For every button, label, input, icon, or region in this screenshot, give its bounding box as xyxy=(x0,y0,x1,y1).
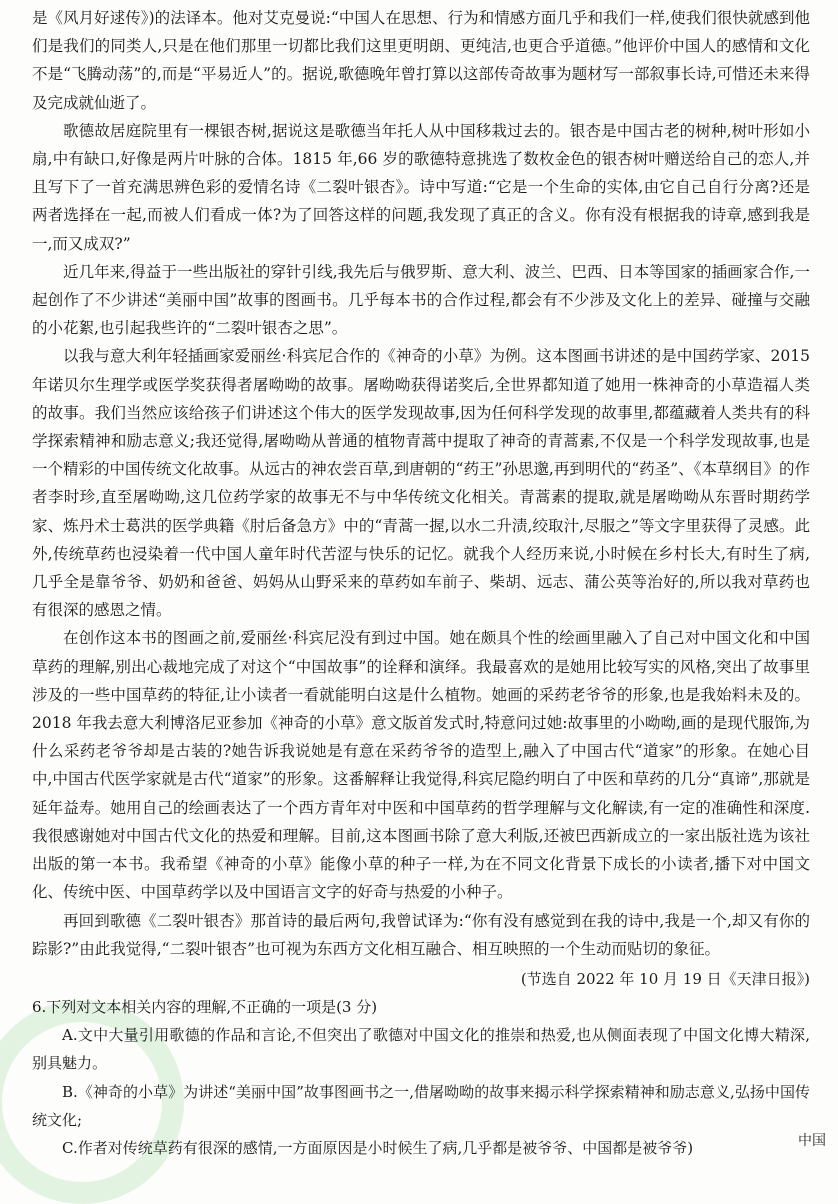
option-a: A.文中大量引用歌德的作品和言论,不但突出了歌德对中国文化的推崇和热爱,也从侧面表现了中国文化博大精深,别具魅力。 xyxy=(32,1026,810,1073)
paragraph-3: 近几年来,得益于一些出版社的穿针引线,我先后与俄罗斯、意大利、波兰、巴西、日本等国家的插画家合作,一起创作了不少讲述“美丽中国”故事的图画书。几乎每本书的合作过程,都会有不少涉及文化上的差异、碰撞与交融的小花絮,也引起我些许的“二裂叶银杏之思”。 xyxy=(32,262,810,338)
option-b: B.《神奇的小草》为讲述“美丽中国”故事图画书之一,借屠呦呦的故事来揭示科学探索精神和励志意义,弘扬中国传统文化; xyxy=(32,1082,810,1129)
paragraph-6: 再回到歌德《二裂叶银杏》那首诗的最后两句,我曾试译为:“你有没有感觉到在我的诗中,我是一个,却又有你的踪影?”由此我觉得,“二裂叶银杏”也可视为东西方文化相互融合、相互映照的一个生动而贴切的象征。 xyxy=(32,911,810,958)
option-c: C.作者对传统草药有很深的感情,一方面原因是小时候生了病,几乎都是被爷爷、中国都是被爷爷) xyxy=(62,1138,694,1157)
paragraph-1: 是《风月好逑传》)的法译本。他对艾克曼说:“中国人在思想、行为和情感方面几乎和我们一样,使我们很快就感到他们是我们的同类人,只是在他们那里一切都比我们这里更明朗、更纯洁,也更合乎道德。”他评价中国人的感情和文化不是“飞腾动荡”的,而是“平易近人”的。据说,歌德晚年曾打算以这部传奇故事为题材写一部叙事长诗,可惜还未来得及完成就仙逝了。 xyxy=(32,9,810,112)
paragraph-5: 在创作这本书的图画之前,爱丽丝·科宾尼没有到过中国。她在颇具个性的绘画里融入了自己对中国文化和中国草药的理解,别出心裁地完成了对这个“中国故事”的诠释和演绎。我最喜欢的是她用比较写实的风格,突出了故事里涉及的一些中国草药的特征,让小读者一看就能明白这是什么植物。她画的采药老爷爷的形象,也是我始料未及的。2018 年我去意大利博洛尼亚参加《神奇的小草》意文版首发式时,特意问过她:故事里的小呦呦,画的是现代服饰,为什么采药老爷爷却是古装的?她告诉我说她是有意在采药爷爷的造型上,融入了中国古代“道家”的形象。在她心目中,中国古代医学家就是古代“道家”的形象。这番解释让我觉得,科宾尼隐约明白了中医和草药的几分“真谛”,那就是延年益寿。她用自己的绘画表达了一个西方青年对中医和中国草药的哲学理解与文化解读,有一定的准确性和深度.我很感谢她对中国古代文化的热爱和理解。目前,这本图画书除了意大利版,还被巴西新成立的一家出版社选为该社出版的第一本书。我希望《神奇的小草》能像小草的种子一样,为在不同文化背景下成长的小读者,播下对中国文化、传统中医、中国草药学以及中国语言文字的好奇与热爱的小种子。 xyxy=(32,629,810,902)
paragraph-2: 歌德故居庭院里有一棵银杏树,据说这是歌德当年托人从中国移栽过去的。银杏是中国古老的树种,树叶形如小扇,中有缺口,好像是两片叶脉的合体。1815 年,66 岁的歌德特意挑选了数枚金色的银杏树叶赠送给自己的恋人,并且写下了一首充满思辨色彩的爱情名诗《二裂叶银杏》。诗中写道:“它是一个生命的实体,由它自己自行分离?还是两者选择在一起,而被人们看成一体?为了回答这样的问题,我发现了真正的含义。你有没有根据我的诗章,感到我是一,而又成双?” xyxy=(32,121,810,253)
source-citation: (节选自 2022 年 10 月 19 日《天津日报》) xyxy=(520,969,810,988)
corner-tag: 中国 xyxy=(798,1133,826,1149)
paragraph-4: 以我与意大利年轻插画家爱丽丝·科宾尼合作的《神奇的小草》为例。这本图画书讲述的是中国药学家、2015 年诺贝尔生理学或医学奖获得者屠呦呦的故事。屠呦呦获得诺奖后,全世界都知道了她用一株神奇的小草造福人类的故事。我们当然应该给孩子们讲述这个伟大的医学发现故事,因为任何科学发现的故事里,都蕴藏着人类共有的科学探索精神和励志意义;我还觉得,屠呦呦从普通的植物青蒿中提取了神奇的青蒿素,不仅是一个科学发现故事,也是一个精彩的中国传统文化故事。从远古的神农尝百草,到唐朝的“药王”孙思邈,再到明代的“药圣”、《本草纲目》的作者李时珍,直至屠呦呦,这几位药学家的故事无不与中华传统文化相关。青蒿素的提取,就是屠呦呦从东晋时期药学家、炼丹术士葛洪的医学典籍《肘后备急方》中的“青蒿一握,以水二升渍,绞取汁,尽服之”等文字里获得了灵感。此外,传统草药也浸染着一代中国人童年时代苦涩与快乐的记忆。就我个人经历来说,小时候在乡村长大,有时生了病,几乎全是靠爷爷、奶奶和爸爸、妈妈从山野采来的草药如车前子、柴胡、远志、蒲公英等治好的,所以我对草药也有很深的感恩之情。 xyxy=(32,347,810,620)
document-page xyxy=(32,4,810,1162)
question-stem: 6.下列对文本相关内容的理解,不正确的一项是(3 分) xyxy=(32,997,378,1016)
